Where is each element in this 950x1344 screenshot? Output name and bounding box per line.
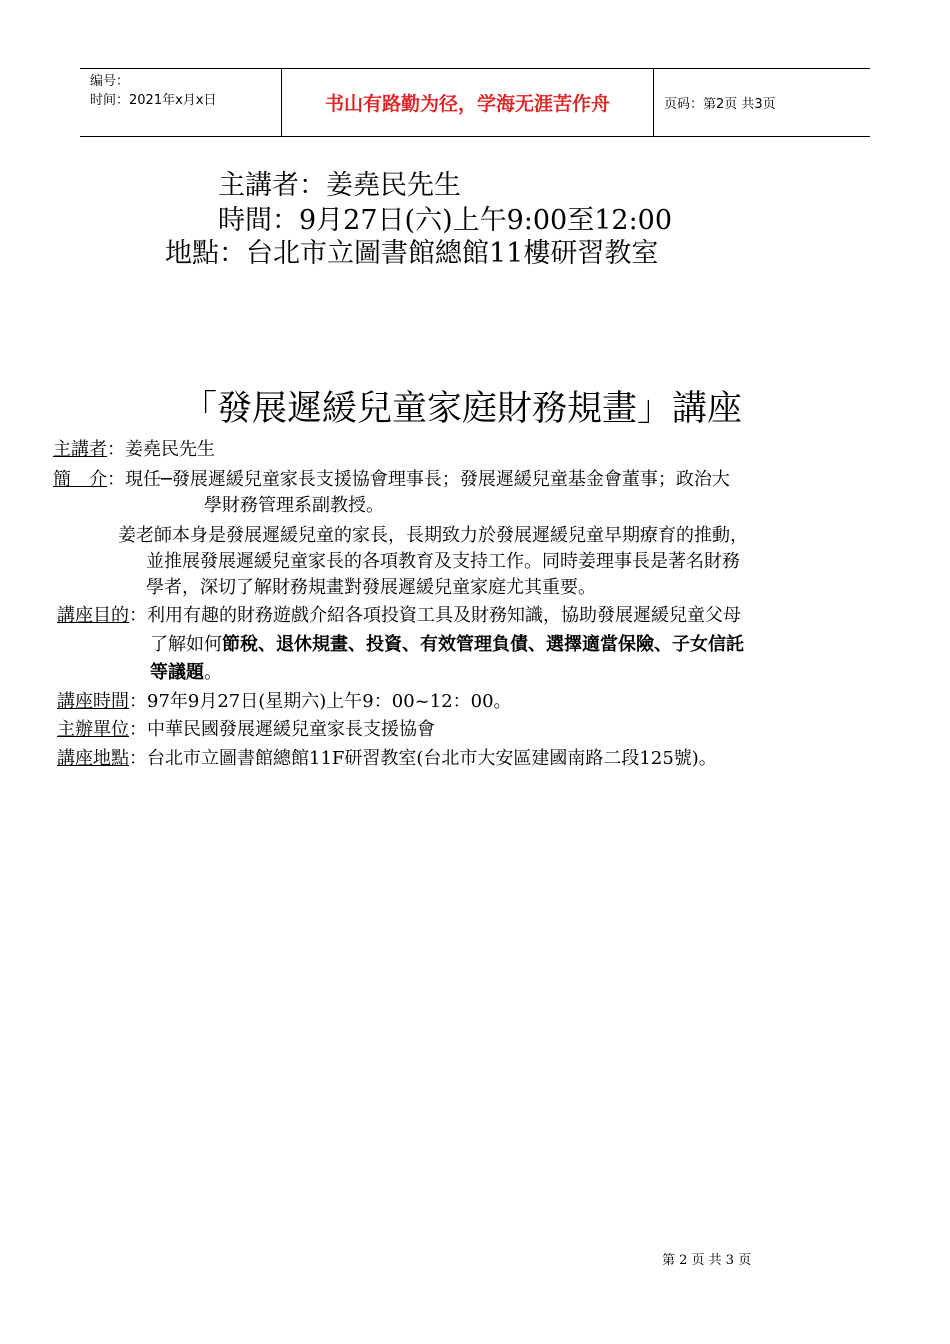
header-page-info: 页码：第2页 共3页: [664, 97, 776, 112]
intro-label: 簡 介: [53, 469, 107, 490]
purpose-row: [57, 604, 741, 628]
purpose-line-1: ：利用有趣的財務遊戲介紹各項投資工具及財務知識，協助發展遲緩兒童父母: [129, 605, 741, 626]
time-value: ：97年9月27日(星期六)上午9：00~12：00。: [129, 691, 512, 712]
venue-value: ：台北市立圖書館總館11F研習教室(台北市大安區建國南路二段125號)。: [129, 748, 717, 769]
organizer-row: [57, 718, 435, 742]
purpose-line-2: [150, 633, 744, 657]
purpose-line-3: [150, 661, 222, 685]
document-header: [80, 68, 870, 137]
speaker-value: ：姜堯民先生: [107, 439, 215, 460]
purpose-topics-end: 等議題: [150, 662, 204, 683]
bio-line-3: 學者，深切了解財務規畫對發展遲緩兒童家庭尤其重要。: [146, 577, 596, 598]
purpose-line-2-prefix: 了解如何: [150, 634, 222, 655]
purpose-topics: 節稅、退休規畫、投資、有效管理負債、選擇適當保險、子女信託: [222, 634, 744, 655]
intro-row: [53, 468, 730, 492]
header-number-label: 编号：: [90, 74, 130, 89]
top-place-line: 地點：台北市立圖書館總館11樓研習教室: [165, 238, 659, 269]
purpose-label: 講座目的: [57, 605, 129, 626]
time-label: 講座時間: [57, 691, 129, 712]
purpose-line-3-end: 。: [204, 662, 222, 683]
top-time-line: 時間：9月27日(六)上午9:00至12:00: [218, 205, 673, 236]
organizer-label: 主辦單位: [57, 719, 129, 740]
header-date: 时间：2021年x月x日: [90, 93, 217, 108]
bio-line-1: 姜老師本身是發展遲緩兒童的家長，長期致力於發展遲緩兒童早期療育的推動，: [118, 525, 748, 546]
time-row: [57, 690, 512, 714]
page-title: 「發展遲緩兒童家庭財務規畫」講座: [182, 389, 743, 429]
bio-line-2: 並推展發展遲緩兒童家長的各項教育及支持工作。同時姜理事長是著名財務: [146, 551, 740, 572]
page-footer: 第 2 页 共 3 页: [662, 1253, 752, 1268]
top-speaker-line: 主講者：姜堯民先生: [218, 170, 461, 201]
header-motto: 书山有路勤为径，学海无涯苦作舟: [282, 69, 654, 136]
venue-label: 講座地點: [57, 748, 129, 769]
speaker-label: 主講者: [53, 439, 107, 460]
intro-line-2: 學財務管理系副教授。: [204, 495, 384, 516]
intro-line-1: ：現任─發展遲緩兒童家長支援協會理事長；發展遲緩兒童基金會董事；政治大: [107, 469, 730, 490]
header-meta-cell: [80, 69, 282, 136]
organizer-value: ：中華民國發展遲緩兒童家長支援協會: [129, 719, 435, 740]
venue-row: [57, 747, 717, 771]
speaker-row: [53, 438, 215, 462]
